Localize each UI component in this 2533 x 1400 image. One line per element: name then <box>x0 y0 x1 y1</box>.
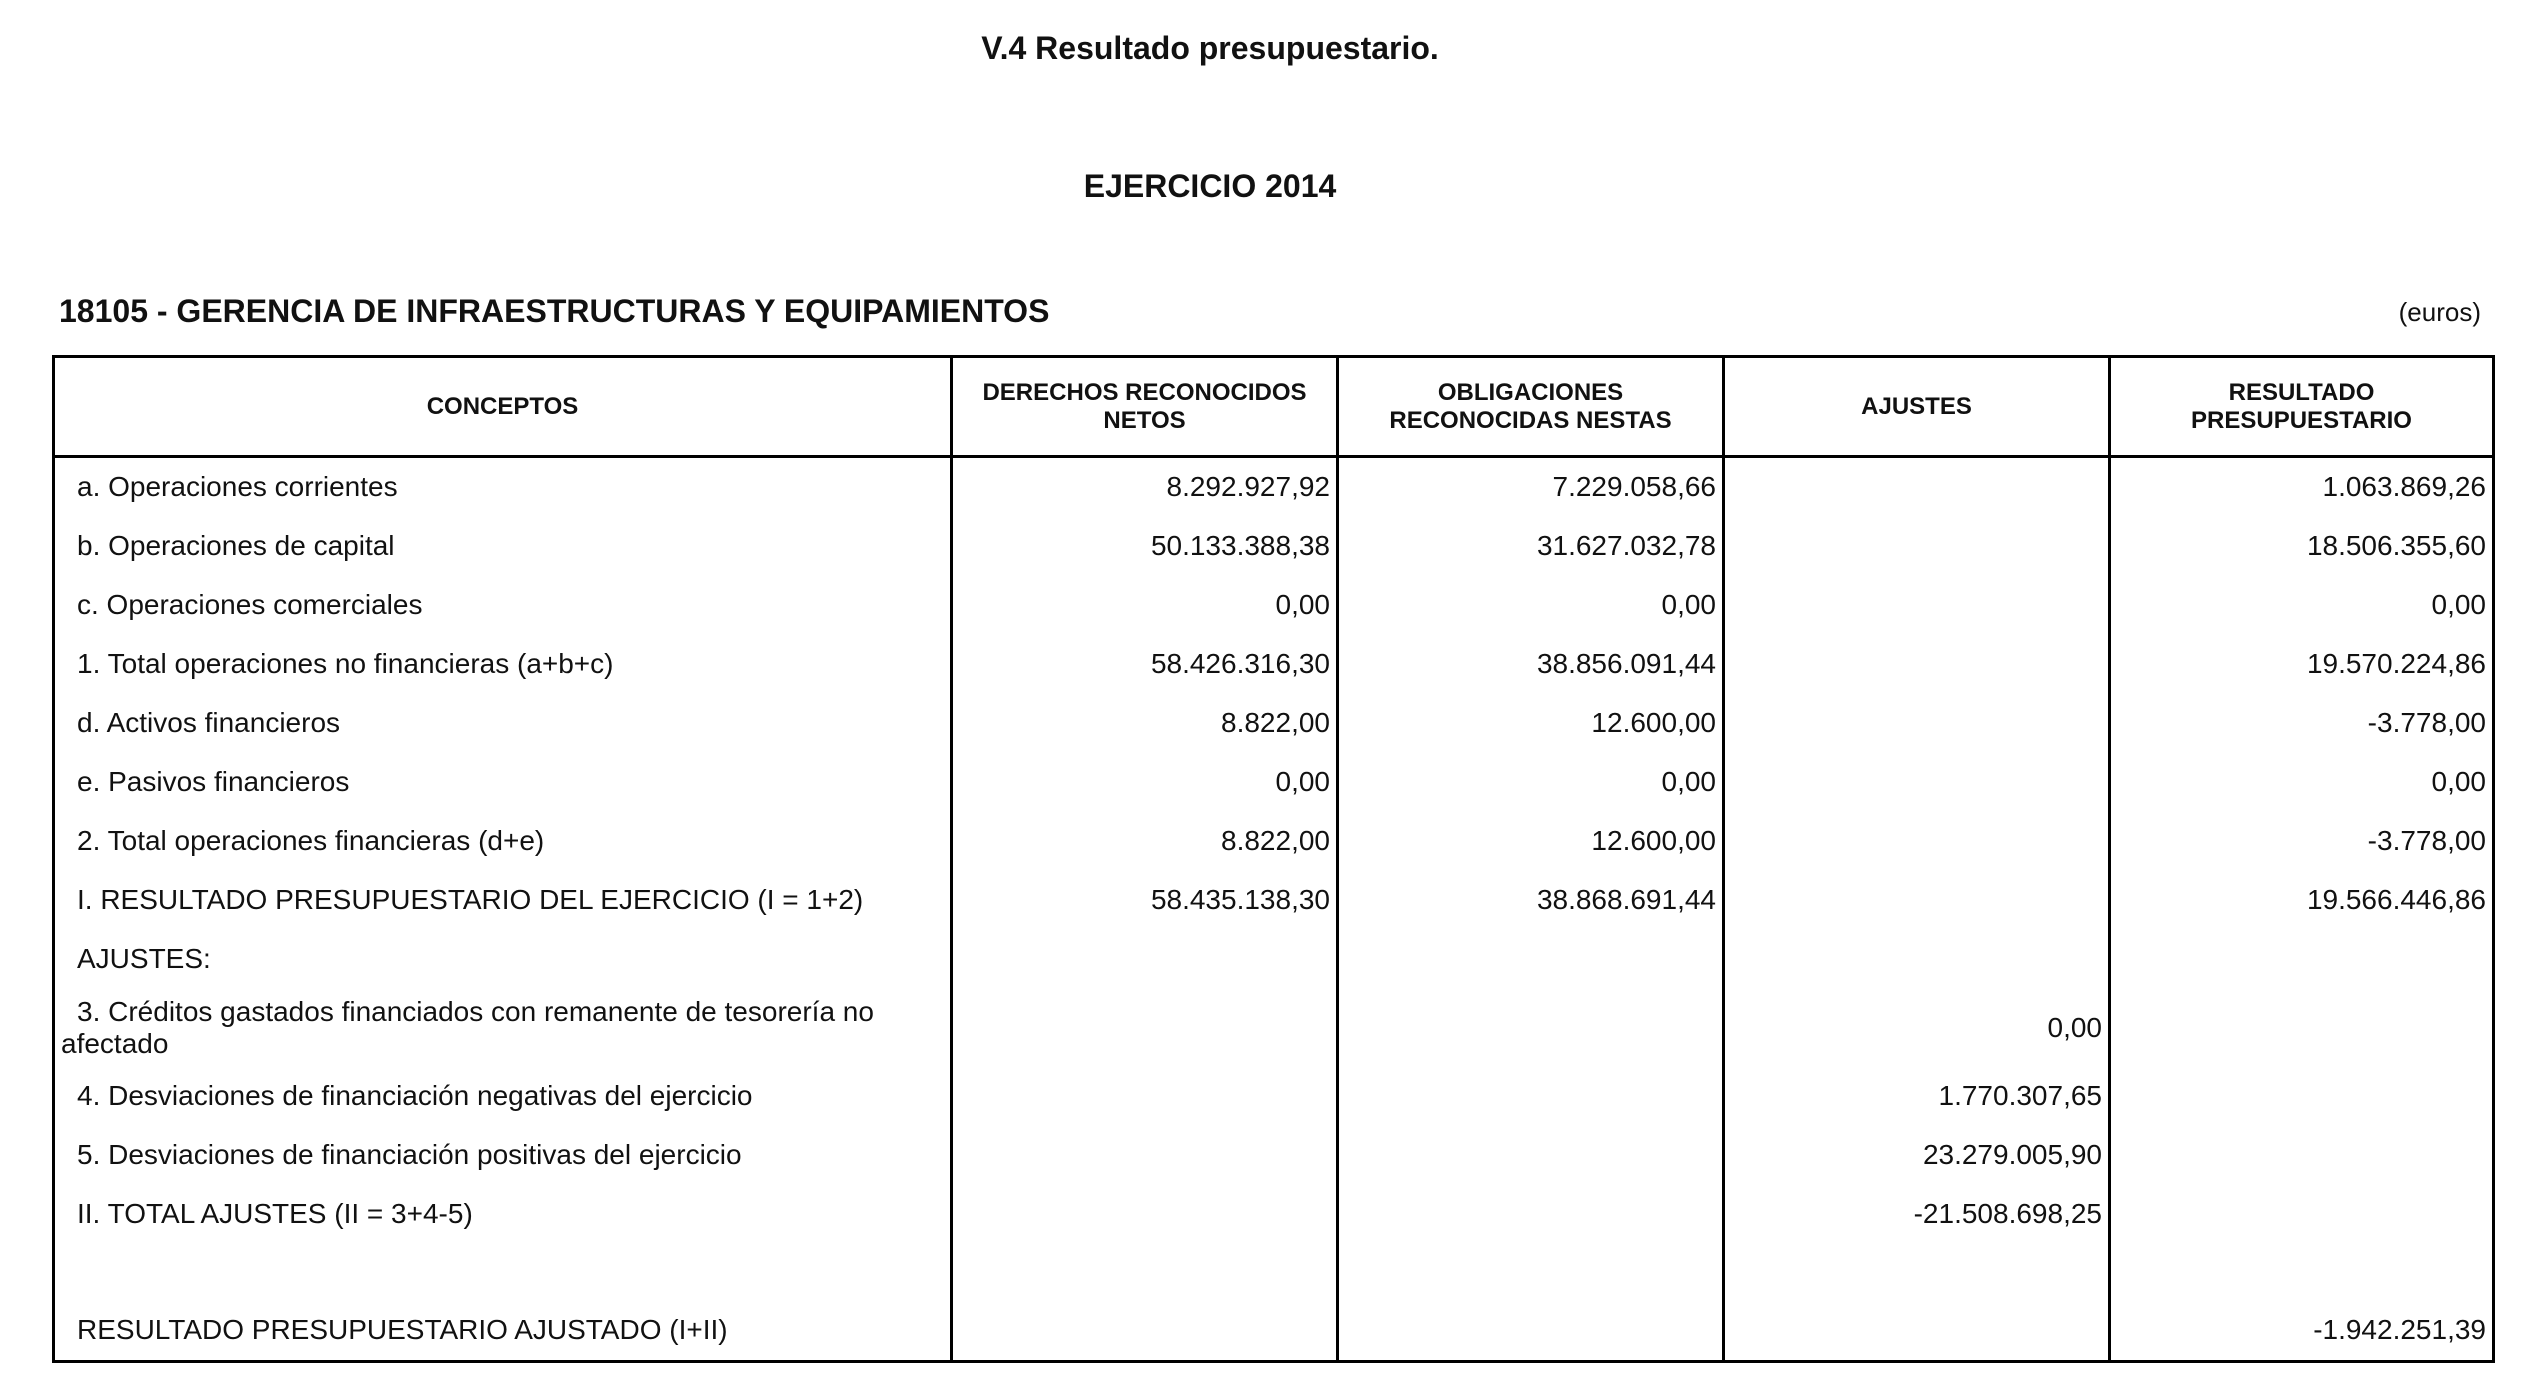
concept-label: a. Operaciones corrientes <box>77 471 398 503</box>
units-label: (euros) <box>2398 297 2481 327</box>
resultado-cell: 0,00 <box>2110 753 2494 812</box>
ajustes-cell: -21.508.698,25 <box>1724 1185 2110 1244</box>
resultado-cell: -3.778,00 <box>2110 694 2494 753</box>
derechos-cell <box>952 930 1338 989</box>
resultado-cell <box>2110 1067 2494 1126</box>
concept-cell <box>54 1067 952 1126</box>
header-conceptos: CONCEPTOS <box>54 357 952 457</box>
document-title: V.4 Resultado presupuestario. <box>981 30 1439 66</box>
concept-cell <box>54 517 952 576</box>
ajustes-cell: 23.279.005,90 <box>1724 1126 2110 1185</box>
table-row <box>54 1300 2494 1362</box>
obligaciones-cell: 0,00 <box>1338 753 1724 812</box>
concept-cell <box>54 635 952 694</box>
resultado-cell: 18.506.355,60 <box>2110 517 2494 576</box>
concept-label: 4. Desviaciones de financiación negativas del ejercicio <box>77 1080 753 1112</box>
ajustes-cell <box>1724 635 2110 694</box>
derechos-cell: 0,00 <box>952 753 1338 812</box>
table-row <box>54 576 2494 635</box>
resultado-cell: 0,00 <box>2110 576 2494 635</box>
ajustes-cell <box>1724 457 2110 518</box>
ajustes-cell <box>1724 1244 2110 1300</box>
table-row <box>54 989 2494 1067</box>
resultado-cell: 19.566.446,86 <box>2110 871 2494 930</box>
derechos-cell: 50.133.388,38 <box>952 517 1338 576</box>
obligaciones-cell <box>1338 1244 1724 1300</box>
concept-cell <box>54 989 952 1067</box>
derechos-cell: 8.292.927,92 <box>952 457 1338 518</box>
concept-label <box>61 1256 77 1287</box>
budget-result-table <box>52 355 2495 1363</box>
resultado-cell: -3.778,00 <box>2110 812 2494 871</box>
obligaciones-cell: 12.600,00 <box>1338 812 1724 871</box>
obligaciones-cell: 12.600,00 <box>1338 694 1724 753</box>
ajustes-cell <box>1724 871 2110 930</box>
concept-label: 5. Desviaciones de financiación positivas del ejercicio <box>77 1139 742 1171</box>
header-derechos: DERECHOS RECONOCIDOS NETOS <box>952 357 1338 457</box>
obligaciones-cell: 38.868.691,44 <box>1338 871 1724 930</box>
entity-title: 18105 - GERENCIA DE INFRAESTRUCTURAS Y EQUIPAMIENTOS <box>59 293 1050 329</box>
derechos-cell: 58.435.138,30 <box>952 871 1338 930</box>
derechos-cell: 58.426.316,30 <box>952 635 1338 694</box>
resultado-cell: 1.063.869,26 <box>2110 457 2494 518</box>
concept-cell <box>54 1244 952 1300</box>
concept-cell <box>54 812 952 871</box>
ajustes-cell <box>1724 753 2110 812</box>
concept-cell <box>54 694 952 753</box>
concept-cell <box>54 576 952 635</box>
concept-cell <box>54 1126 952 1185</box>
resultado-cell: 19.570.224,86 <box>2110 635 2494 694</box>
obligaciones-cell <box>1338 1185 1724 1244</box>
obligaciones-cell <box>1338 1126 1724 1185</box>
derechos-cell <box>952 989 1338 1067</box>
ajustes-cell <box>1724 1300 2110 1362</box>
table-row <box>54 930 2494 989</box>
document-subtitle: EJERCICIO 2014 <box>1083 168 1337 204</box>
resultado-cell: -1.942.251,39 <box>2110 1300 2494 1362</box>
table-row <box>54 694 2494 753</box>
concept-label: RESULTADO PRESUPUESTARIO AJUSTADO (I+II) <box>77 1313 728 1345</box>
resultado-cell <box>2110 1185 2494 1244</box>
derechos-cell <box>952 1067 1338 1126</box>
concept-cell <box>54 457 952 518</box>
derechos-cell: 8.822,00 <box>952 694 1338 753</box>
concept-label: 2. Total operaciones financieras (d+e) <box>77 825 545 857</box>
concept-label: 1. Total operaciones no financieras (a+b+c) <box>77 648 614 680</box>
derechos-cell <box>952 1244 1338 1300</box>
resultado-cell <box>2110 930 2494 989</box>
concept-cell <box>54 871 952 930</box>
table-row <box>54 1244 2494 1300</box>
concept-cell <box>54 753 952 812</box>
resultado-cell <box>2110 1126 2494 1185</box>
table-row <box>54 517 2494 576</box>
ajustes-cell <box>1724 517 2110 576</box>
ajustes-cell <box>1724 812 2110 871</box>
header-resultado: RESULTADO PRESUPUESTARIO <box>2110 357 2494 457</box>
table-row <box>54 457 2494 518</box>
concept-label: I. RESULTADO PRESUPUESTARIO DEL EJERCICIO (I = 1+2) <box>77 884 864 916</box>
header-ajustes: AJUSTES <box>1724 357 2110 457</box>
concept-label: II. TOTAL AJUSTES (II = 3+4-5) <box>77 1198 473 1230</box>
concept-label: e. Pasivos financieros <box>77 766 350 798</box>
ajustes-cell: 1.770.307,65 <box>1724 1067 2110 1126</box>
obligaciones-cell: 0,00 <box>1338 576 1724 635</box>
ajustes-cell: 0,00 <box>1724 989 2110 1067</box>
resultado-cell <box>2110 989 2494 1067</box>
obligaciones-cell: 38.856.091,44 <box>1338 635 1724 694</box>
derechos-cell <box>952 1126 1338 1185</box>
derechos-cell: 0,00 <box>952 576 1338 635</box>
table-row <box>54 1126 2494 1185</box>
table-row <box>54 753 2494 812</box>
obligaciones-cell: 7.229.058,66 <box>1338 457 1724 518</box>
table-row <box>54 1067 2494 1126</box>
concept-label: b. Operaciones de capital <box>77 530 395 562</box>
table-row <box>54 1185 2494 1244</box>
concept-cell <box>54 1300 952 1362</box>
table-header-row <box>54 357 2494 457</box>
derechos-cell <box>952 1300 1338 1362</box>
obligaciones-cell <box>1338 989 1724 1067</box>
concept-cell <box>54 930 952 989</box>
obligaciones-cell: 31.627.032,78 <box>1338 517 1724 576</box>
ajustes-cell <box>1724 576 2110 635</box>
obligaciones-cell <box>1338 1067 1724 1126</box>
ajustes-cell <box>1724 694 2110 753</box>
derechos-cell: 8.822,00 <box>952 812 1338 871</box>
concept-label: c. Operaciones comerciales <box>77 589 423 621</box>
concept-label: d. Activos financieros <box>77 707 341 739</box>
table-row <box>54 635 2494 694</box>
concept-label: AJUSTES: <box>77 943 211 975</box>
ajustes-cell <box>1724 930 2110 989</box>
obligaciones-cell <box>1338 930 1724 989</box>
table-row <box>54 812 2494 871</box>
table-row <box>54 871 2494 930</box>
concept-cell <box>54 1185 952 1244</box>
resultado-cell <box>2110 1244 2494 1300</box>
header-obligaciones: OBLIGACIONES RECONOCIDAS NESTAS <box>1338 357 1724 457</box>
obligaciones-cell <box>1338 1300 1724 1362</box>
derechos-cell <box>952 1185 1338 1244</box>
concept-label: 3. Créditos gastados financiados con remanente de tesorería no afectado <box>61 995 874 1059</box>
